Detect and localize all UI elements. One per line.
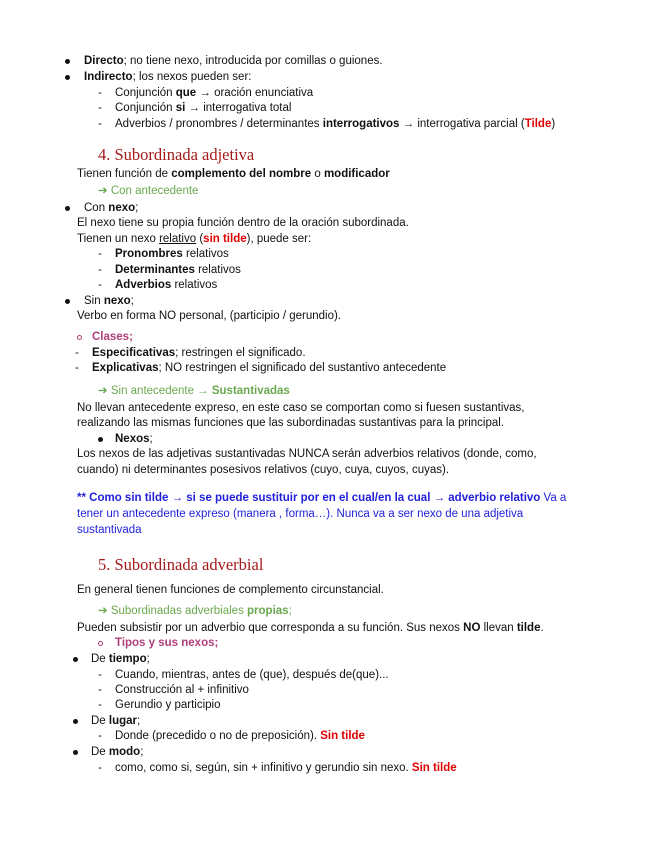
list-subitem: Adverbios / pronombres / determinantes interrogativos → interrogativa parcial (Tilde) [115,118,556,130]
list-subitem: Conjunción si → interrogativa total [115,102,292,114]
subheading-tipos: Tipos y sus nexos; [115,637,219,649]
dash-marker: - [98,684,102,696]
paragraph: Verbo en forma NO personal, (participio / gerundio). [77,310,341,322]
list-item-con-nexo: Con nexo; [84,202,139,214]
dash-marker: - [98,279,102,291]
list-subitem: Donde (precedido o no de preposición). Sin tilde [115,730,365,742]
hollow-bullet [98,641,103,646]
subheading-clases: Clases; [92,331,133,343]
list-subitem: Conjunción que → oración enunciativa [115,87,314,99]
section-heading-4: 4. Subordinada adjetiva [98,145,255,164]
paragraph: Tienen función de complemento del nombre o modificador [77,168,390,180]
paragraph: cuando) ni determinantes posesivos relativos (cuyo, cuya, cuyos, cuyas). [77,464,450,476]
list-subitem: Cuando, mientras, antes de (que), después de(que)... [115,669,389,681]
section-heading-5: 5. Subordinada adverbial [98,555,264,574]
list-item-modo: De modo; [91,746,144,758]
paragraph: No llevan antecedente expreso, en este caso se comportan como si fuesen sustantivas, [77,402,525,414]
dash-marker: - [98,248,102,260]
note-line: sustantivada [77,524,142,536]
bullet [73,750,78,755]
dash-marker: - [98,87,102,99]
list-subitem: Pronombres relativos [115,248,229,260]
paragraph: En general tienen funciones de complemento circunstancial. [77,584,384,596]
list-subitem: Adverbios relativos [115,279,218,291]
dash-marker: - [98,264,102,276]
dash-marker: - [75,347,79,359]
note-como-sin-tilde: ** Como sin tilde → si se puede sustituir por en el cual/en la cual → adverbio relativo Va a [77,492,567,504]
dash-marker: - [98,118,102,130]
list-subitem: Determinantes relativos [115,264,241,276]
dash-marker: - [98,730,102,742]
dash-marker: - [98,762,102,774]
list-subitem: Gerundio y participio [115,699,221,711]
list-item-directo: Directo; no tiene nexo, introducida por comillas o guiones. [84,55,383,67]
dash-marker: - [98,669,102,681]
bullet [73,719,78,724]
list-subitem: Especificativas; restringen el significado. [92,347,306,359]
paragraph: Los nexos de las adjetivas sustantivadas NUNCA serán adverbios relativos (donde, como, [77,448,537,460]
list-item-indirecto: Indirecto; los nexos pueden ser: [84,71,252,83]
subheading-con-antecedente: ➔ Con antecedente [98,185,199,197]
paragraph: Tienen un nexo relativo (sin tilde), puede ser: [77,233,312,245]
subheading-sin-antecedente: ➔ Sin antecedente → Sustantivadas [98,385,290,397]
bullet [65,59,70,64]
note-line: tener un antecedente expreso (manera , forma…). Nunca va a ser nexo de una adjetiva [77,508,524,520]
dash-marker: - [75,362,79,374]
hollow-bullet [77,335,82,340]
dash-marker: - [98,102,102,114]
list-item-tiempo: De tiempo; [91,653,150,665]
bullet [98,437,103,442]
bullet [65,206,70,211]
dash-marker: - [98,699,102,711]
paragraph: Pueden subsistir por un adverbio que corresponda a su función. Sus nexos NO llevan tilde. [77,622,544,634]
bullet [73,657,78,662]
bullet [65,299,70,304]
list-item-nexos: Nexos; [115,433,153,445]
list-item-lugar: De lugar; [91,715,141,727]
paragraph: realizando las mismas funciones que las subordinadas sustantivas para la principal. [77,417,505,429]
subheading-propias: ➔ Subordinadas adverbiales propias; [98,605,292,617]
paragraph: El nexo tiene su propia función dentro de la oración subordinada. [77,217,409,229]
arrow-icon: ➔ [98,605,108,617]
list-subitem: Construcción al + infinitivo [115,684,249,696]
bullet [65,75,70,80]
list-item-sin-nexo: Sin nexo; [84,295,134,307]
list-subitem: como, como si, según, sin + infinitivo y gerundio sin nexo. Sin tilde [115,762,457,774]
arrow-icon: ➔ [98,185,108,197]
arrow-icon: ➔ [98,385,108,397]
list-subitem: Explicativas; NO restringen el significado del sustantivo antecedente [92,362,447,374]
